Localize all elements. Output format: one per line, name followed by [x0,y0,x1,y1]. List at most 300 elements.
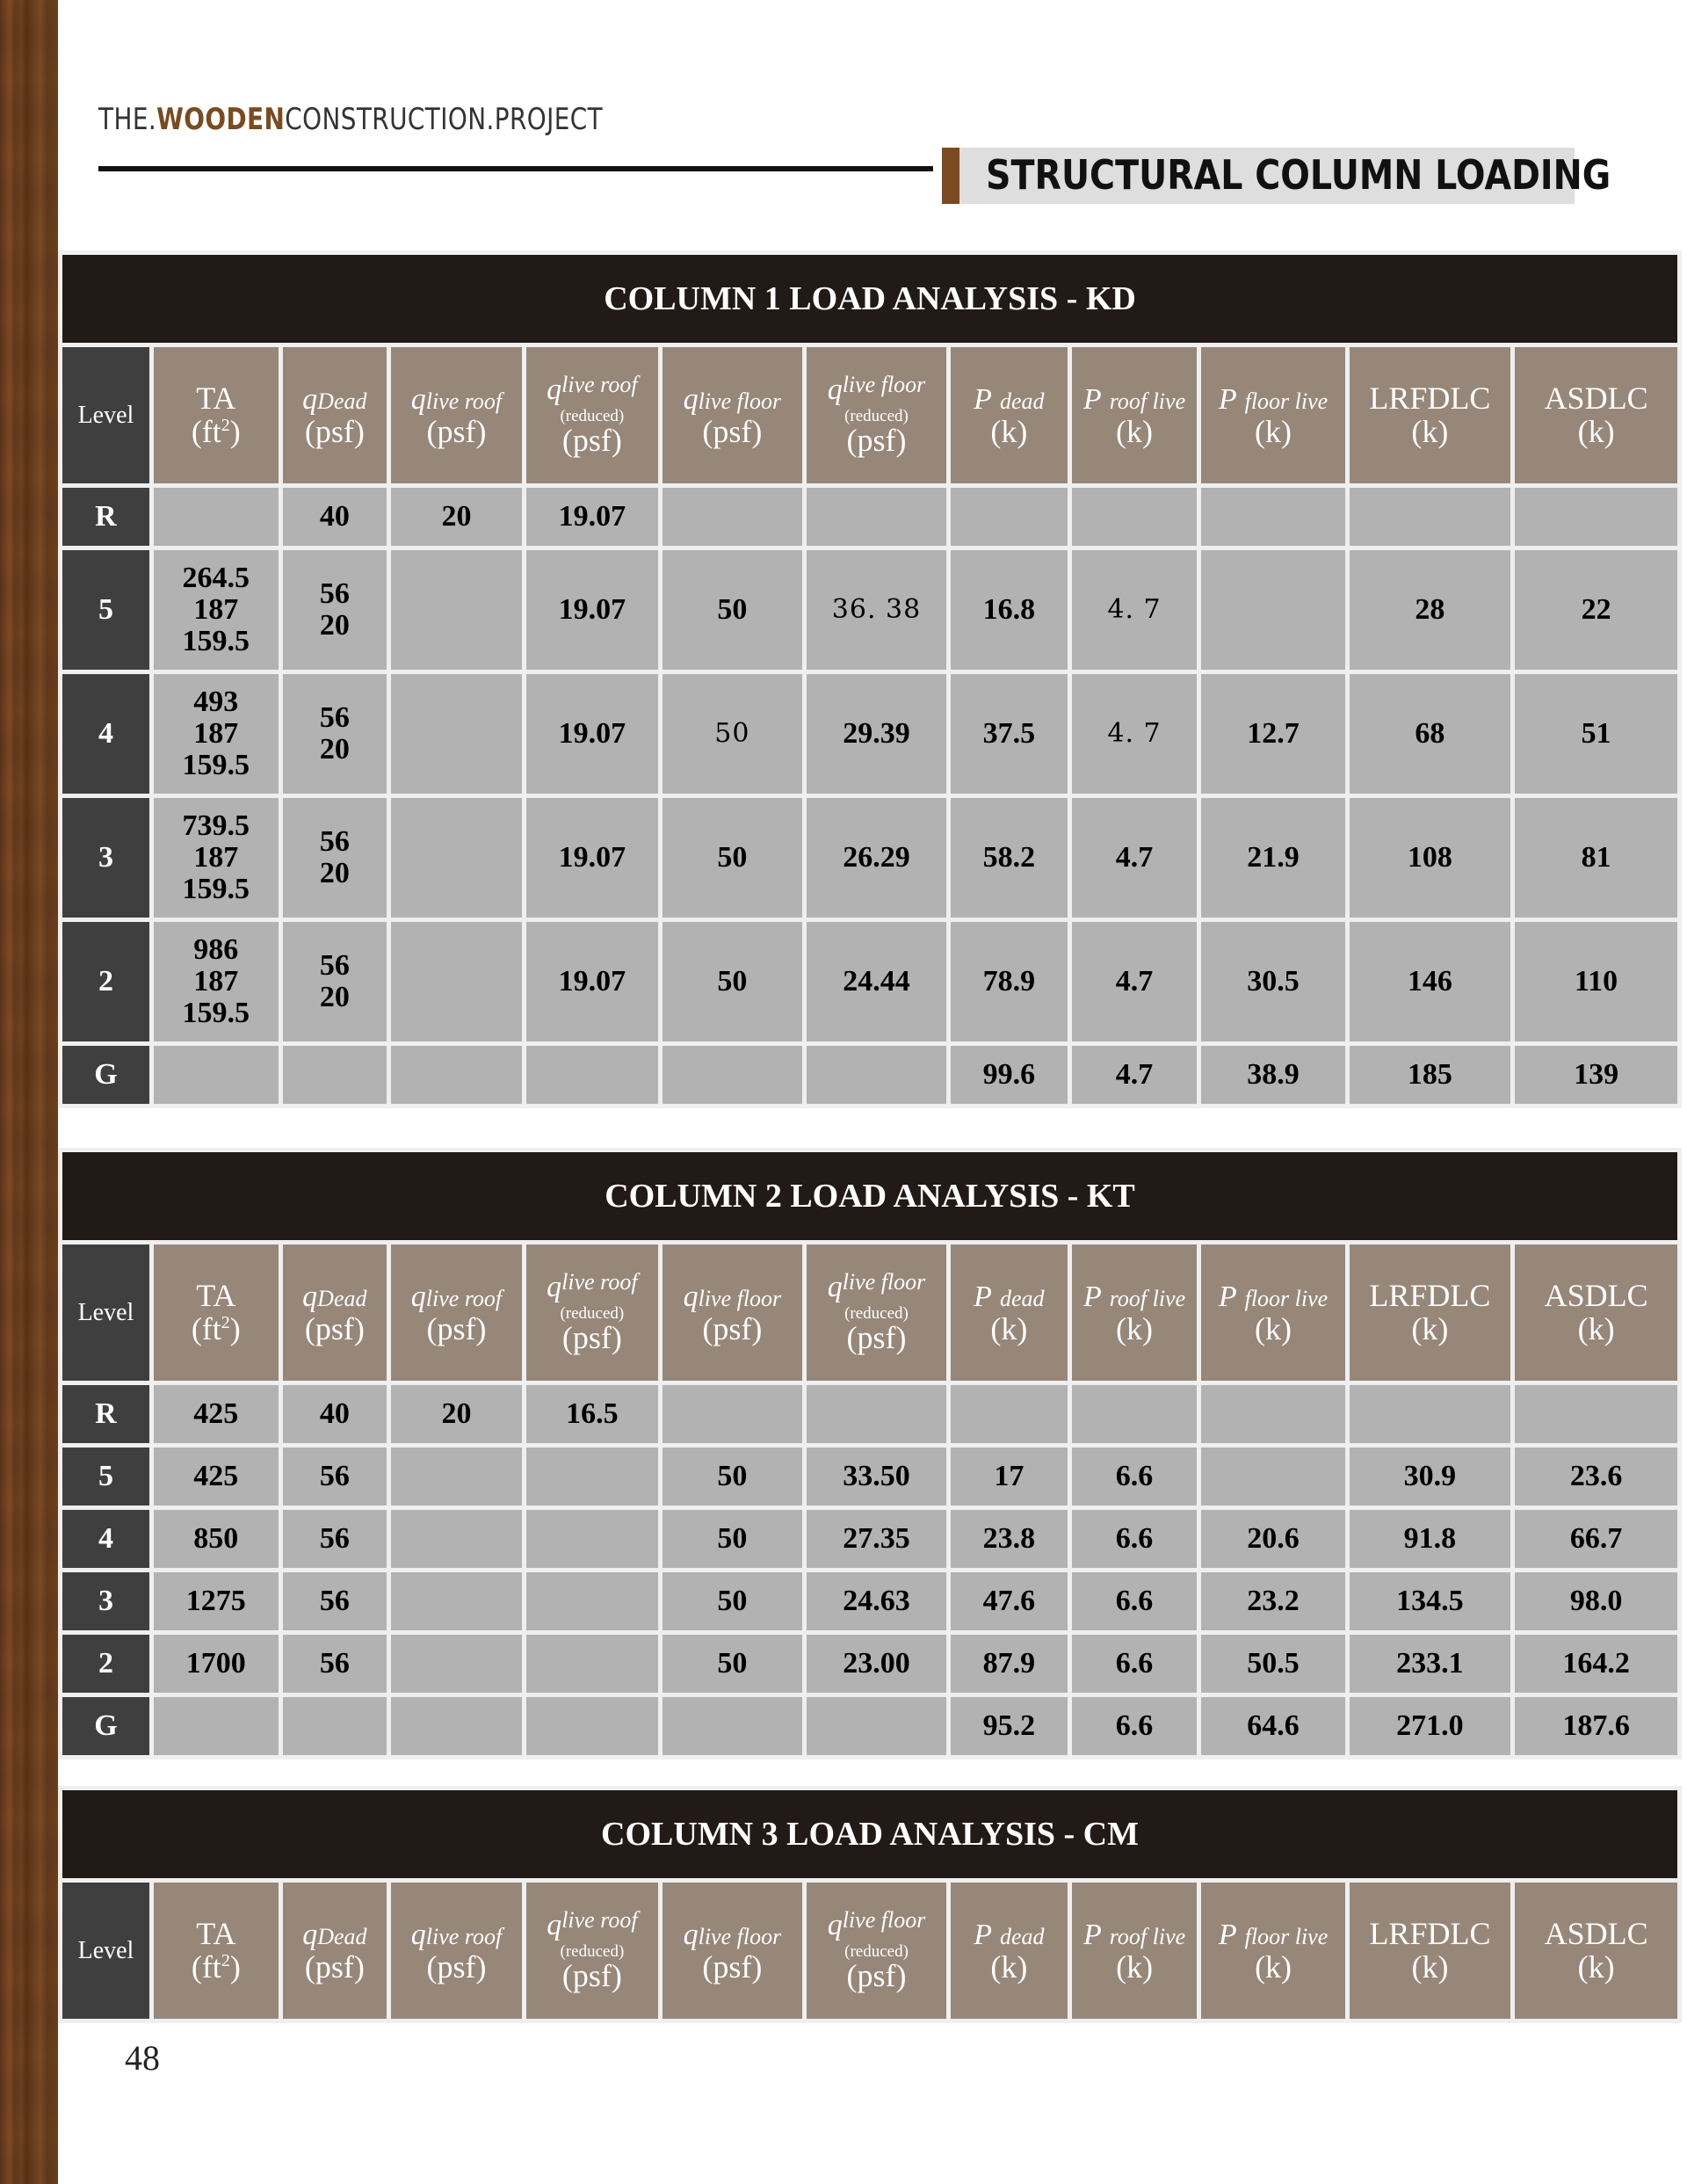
psf-unit: (psf) [561,423,622,458]
ta-unit-sup: 2 [221,1950,230,1970]
lrfdlc-cell: 185 [1350,1046,1511,1104]
psf-unit: (psf) [846,1320,907,1355]
column-2-table-wrap [58,1148,1682,1760]
q-dead-cell [283,1046,387,1104]
p-roof-live-cell: 6.6 [1072,1697,1198,1755]
k-unit: (k) [990,1310,1028,1346]
psf-unit: (psf) [561,1958,622,1993]
col-q-dead-header [283,347,387,483]
q-live-floor-subscript: live floor [842,372,926,398]
q-live-roof-subscript: live roof [561,1907,638,1934]
q-live-roof-reduced-cell: 19.07 [526,798,658,918]
q-live-floor-reduced-cell: 36. 38 [807,550,946,670]
psf-unit: (psf) [304,413,365,449]
col-q-live-floor-header [662,1244,802,1381]
q-live-floor-subscript: live floor [842,1269,926,1295]
q-live-roof-cell: 20 [391,488,522,546]
psf-unit: (psf) [702,413,763,449]
lrfdlc-cell: 30.9 [1350,1448,1511,1506]
q-dead-cell: 56 20 [283,550,387,670]
p-floor-live-subscript: floor live [1244,1285,1329,1311]
p-dead-cell: 87.9 [951,1635,1068,1693]
asdlc-cell: 22 [1515,550,1677,670]
q-live-roof-reduced-cell: 16.5 [526,1385,658,1443]
ta-cell: 1275 [154,1572,279,1630]
col-p-roof-live-header [1072,1244,1198,1381]
p-dead-cell: 23.8 [951,1510,1068,1568]
ta-unit [154,1948,279,1984]
p-symbol: P [1082,1918,1102,1951]
p-symbol: P [1218,382,1237,416]
table-row [62,550,1677,670]
level-cell: 4 [62,1510,149,1568]
q-live-roof-reduced-cell [526,1572,658,1630]
p-floor-live-cell [1201,1385,1344,1443]
ta-unit-close: ) [229,1948,241,1984]
col-q-live-roof-reduced-header [526,347,658,483]
ta-label: TA [196,380,236,416]
q-symbol: q [683,1280,699,1313]
k-unit: (k) [990,413,1028,449]
k-unit: (k) [1255,1310,1292,1346]
p-dead-cell: 37.5 [951,674,1068,794]
col-asdlc-header [1515,1883,1677,2019]
level-cell: 2 [62,1635,149,1693]
table-title-row [62,1152,1677,1240]
p-floor-live-cell [1201,1448,1344,1506]
p-roof-live-cell: 4.7 [1072,798,1198,918]
asdlc-cell: 23.6 [1515,1448,1677,1506]
p-symbol: P [1082,1280,1102,1313]
p-dead-cell [951,488,1068,546]
p-dead-cell [951,1385,1068,1443]
ta-unit-open: (ft [191,1310,221,1346]
ta-cell [154,488,279,546]
ta-cell: 425 [154,1385,279,1443]
psf-unit: (psf) [426,1310,487,1346]
p-dead-cell: 17 [951,1448,1068,1506]
col-ta-header [154,347,279,483]
asdlc-cell [1515,488,1677,546]
k-unit: (k) [1577,1310,1615,1346]
table-row [62,1046,1677,1104]
p-symbol: P [974,382,992,416]
ta-cell: 425 [154,1448,279,1506]
p-roof-live-subscript: roof live [1109,1923,1186,1949]
ta-cell [154,1046,279,1104]
asdlc-cell [1515,1385,1677,1443]
level-cell: G [62,1697,149,1755]
table-row [62,1448,1677,1506]
header-rule [98,166,933,171]
q-symbol: q [683,1918,699,1951]
q-live-roof-reduced-cell: 19.07 [526,550,658,670]
q-dead-cell: 56 [283,1510,387,1568]
table-row [62,488,1677,546]
q-dead-cell: 56 [283,1448,387,1506]
q-live-roof-cell [391,798,522,918]
q-live-floor-reduced-cell: 29.39 [807,674,946,794]
lrfdlc-label: LRFDLC [1369,1277,1491,1313]
p-roof-live-cell: 4.7 [1072,1046,1198,1104]
lrfdlc-cell: 271.0 [1350,1697,1511,1755]
p-symbol: P [1218,1280,1237,1313]
level-cell: 5 [62,550,149,670]
q-live-floor-cell: 50 [662,674,802,794]
p-roof-live-cell: 6.6 [1072,1572,1198,1630]
lrfdlc-cell [1350,1385,1511,1443]
q-live-floor-cell: 50 [662,1572,802,1630]
q-dead-cell [283,1697,387,1755]
p-dead-cell: 99.6 [951,1046,1068,1104]
load-table [58,1786,1682,2023]
reduced-note: (reduced) [844,407,909,425]
k-unit: (k) [1411,1948,1449,1984]
ta-unit-open: (ft [191,1948,221,1984]
q-dead-cell: 56 [283,1572,387,1630]
col-q-live-roof-header [391,347,522,483]
asdlc-cell: 66.7 [1515,1510,1677,1568]
lrfdlc-cell: 68 [1350,674,1511,794]
q-live-floor-cell [662,1697,802,1755]
q-live-roof-cell: 20 [391,1385,522,1443]
p-dead-subscript: dead [999,388,1045,414]
section-title: STRUCTURAL COLUMN LOADING [986,151,1611,199]
q-live-roof-reduced-cell [526,1697,658,1755]
p-floor-live-subscript: floor live [1244,388,1329,414]
k-unit: (k) [1411,1310,1449,1346]
k-unit: (k) [1577,413,1615,449]
level-cell: 3 [62,1572,149,1630]
brand-wordmark [98,102,603,137]
q-live-roof-cell [391,1510,522,1568]
level-cell: 3 [62,798,149,918]
col-p-floor-live-header [1201,1883,1344,2019]
ta-unit-close: ) [229,1310,241,1346]
col-ta-header [154,1883,279,2019]
q-live-floor-cell: 50 [662,550,802,670]
p-roof-live-cell [1072,1385,1198,1443]
q-live-roof-reduced-cell: 19.07 [526,922,658,1041]
p-dead-subscript: dead [999,1923,1045,1949]
lrfdlc-cell: 134.5 [1350,1572,1511,1630]
lrfdlc-label: LRFDLC [1369,1915,1491,1951]
lrfdlc-cell: 108 [1350,798,1511,918]
q-live-floor-reduced-cell: 24.44 [807,922,946,1041]
q-live-roof-subscript: live roof [561,372,638,398]
p-roof-live-cell: 4. 7 [1072,674,1198,794]
q-live-roof-cell [391,1448,522,1506]
level-label: Level [77,401,134,429]
asdlc-cell: 187.6 [1515,1697,1677,1755]
col-q-live-floor-header [662,1883,802,2019]
k-unit: (k) [1116,1948,1154,1984]
p-roof-live-cell: 6.6 [1072,1448,1198,1506]
q-live-floor-reduced-cell: 33.50 [807,1448,946,1506]
ta-cell: 850 [154,1510,279,1568]
q-live-roof-reduced-cell [526,1046,658,1104]
q-live-roof-reduced-cell [526,1510,658,1568]
col-p-floor-live-header [1201,347,1344,483]
lrfdlc-cell: 28 [1350,550,1511,670]
level-cell: 5 [62,1448,149,1506]
table-row [62,674,1677,794]
col-q-live-roof-reduced-header [526,1883,658,2019]
p-floor-live-cell: 23.2 [1201,1572,1344,1630]
q-live-floor-cell: 50 [662,1635,802,1693]
p-floor-live-cell: 21.9 [1201,798,1344,918]
col-p-floor-live-header [1201,1244,1344,1381]
lrfdlc-cell: 233.1 [1350,1635,1511,1693]
q-symbol: q [547,1909,562,1942]
q-symbol: q [302,382,318,416]
level-cell: 4 [62,674,149,794]
p-roof-live-cell: 4.7 [1072,922,1198,1041]
q-symbol: q [683,382,699,416]
reduced-note: (reduced) [844,1942,909,1961]
p-floor-live-cell: 50.5 [1201,1635,1344,1693]
table-title: COLUMN 2 LOAD ANALYSIS - KT [62,1152,1677,1240]
ta-label: TA [196,1277,236,1313]
col-q-live-roof-header [391,1244,522,1381]
ta-label: TA [196,1915,236,1951]
k-unit: (k) [990,1948,1028,1984]
q-live-floor-reduced-cell: 27.35 [807,1510,946,1568]
p-dead-cell: 58.2 [951,798,1068,918]
col-q-live-floor-reduced-header [807,1244,946,1381]
section-title-box [942,148,1611,204]
k-unit: (k) [1255,413,1292,449]
psf-unit: (psf) [304,1948,365,1984]
col-lrfdlc-header [1350,1883,1511,2019]
p-floor-live-cell: 64.6 [1201,1697,1344,1755]
col-lrfdlc-header [1350,347,1511,483]
q-live-roof-cell [391,550,522,670]
q-symbol: q [302,1918,318,1951]
col-q-live-roof-header [391,1883,522,2019]
q-dead-cell: 56 20 [283,798,387,918]
table-row [62,1510,1677,1568]
q-live-floor-cell: 50 [662,798,802,918]
q-live-floor-cell [662,1385,802,1443]
lrfdlc-cell [1350,488,1511,546]
k-unit: (k) [1255,1948,1292,1984]
q-live-roof-cell [391,1635,522,1693]
q-live-floor-cell [662,1046,802,1104]
p-floor-live-cell: 38.9 [1201,1046,1344,1104]
lrfdlc-cell: 146 [1350,922,1511,1041]
ta-unit-close: ) [229,413,241,449]
reduced-note: (reduced) [560,1942,625,1961]
ta-cell: 739.5 187 159.5 [154,798,279,918]
q-live-floor-reduced-cell [807,1385,946,1443]
table-title: COLUMN 3 LOAD ANALYSIS - CM [62,1790,1677,1878]
asdlc-cell: 110 [1515,922,1677,1041]
ta-cell [154,1697,279,1755]
brand-prefix: THE. [98,102,157,137]
p-symbol: P [1082,382,1102,416]
asdlc-cell: 98.0 [1515,1572,1677,1630]
p-dead-cell: 16.8 [951,550,1068,670]
column-3-table-wrap [58,1786,1682,2023]
col-q-live-roof-reduced-header [526,1244,658,1381]
q-symbol: q [302,1280,318,1313]
q-live-floor-reduced-cell: 26.29 [807,798,946,918]
q-live-roof-subscript: live roof [425,1923,503,1949]
k-unit: (k) [1116,413,1153,449]
q-live-floor-subscript: live floor [842,1907,926,1934]
p-symbol: P [1218,1918,1237,1951]
p-roof-live-subscript: roof live [1109,1285,1186,1311]
ta-cell: 264.5 187 159.5 [154,550,279,670]
header-row [62,1244,1677,1381]
q-live-roof-cell [391,674,522,794]
p-symbol: P [974,1918,992,1951]
p-floor-live-cell [1201,488,1344,546]
psf-unit: (psf) [702,1948,763,1984]
k-unit: (k) [1116,1310,1154,1346]
brand-suffix: CONSTRUCTION.PROJECT [285,102,604,137]
col-q-live-floor-reduced-header [807,347,946,483]
p-dead-subscript: dead [999,1285,1045,1311]
q-live-roof-subscript: live roof [561,1269,638,1295]
col-asdlc-header [1515,1244,1677,1381]
col-q-dead-header [283,1883,387,2019]
p-floor-live-cell: 20.6 [1201,1510,1344,1568]
psf-unit: (psf) [702,1310,763,1346]
col-p-roof-live-header [1072,1883,1198,2019]
psf-unit: (psf) [846,1958,907,1993]
p-roof-live-cell: 6.6 [1072,1635,1198,1693]
ta-cell: 493 187 159.5 [154,674,279,794]
page-number: 48 [125,2038,160,2078]
p-roof-live-cell: 4. 7 [1072,550,1198,670]
q-symbol: q [547,1271,562,1304]
q-symbol: q [410,382,426,416]
load-table [58,250,1682,1108]
col-level-header [62,1883,149,2019]
ta-unit-sup: 2 [221,415,230,435]
q-live-floor-cell: 50 [662,1510,802,1568]
q-live-floor-reduced-cell: 24.63 [807,1572,946,1630]
q-live-floor-reduced-cell [807,1046,946,1104]
ta-unit [154,413,279,449]
q-dead-subscript: Dead [317,388,367,414]
q-live-floor-reduced-cell [807,488,946,546]
q-live-floor-subscript: live floor [698,1923,782,1949]
col-ta-header [154,1244,279,1381]
level-cell: R [62,488,149,546]
asdlc-label: ASDLC [1544,1277,1648,1313]
col-level-header [62,347,149,483]
table-title: COLUMN 1 LOAD ANALYSIS - KD [62,255,1677,343]
table-title-row [62,255,1677,343]
reduced-note: (reduced) [844,1304,909,1323]
col-asdlc-header [1515,347,1677,483]
p-dead-cell: 78.9 [951,922,1068,1041]
table-row [62,1572,1677,1630]
table-row [62,1385,1677,1443]
q-live-floor-cell: 50 [662,922,802,1041]
k-unit: (k) [1577,1948,1615,1984]
q-symbol: q [547,374,562,407]
q-dead-cell: 56 20 [283,674,387,794]
p-floor-live-cell [1201,550,1344,670]
psf-unit: (psf) [304,1310,365,1346]
ta-unit [154,1310,279,1346]
table-title-row [62,1790,1677,1878]
ta-cell: 1700 [154,1635,279,1693]
q-live-floor-subscript: live floor [698,388,782,414]
q-symbol: q [827,1909,843,1942]
q-dead-cell: 40 [283,1385,387,1443]
col-p-roof-live-header [1072,347,1198,483]
p-floor-live-cell: 12.7 [1201,674,1344,794]
asdlc-cell: 81 [1515,798,1677,918]
q-live-roof-reduced-cell [526,1448,658,1506]
q-dead-subscript: Dead [317,1923,367,1949]
reduced-note: (reduced) [560,407,625,425]
p-roof-live-subscript: roof live [1109,388,1186,414]
ta-unit-sup: 2 [221,1312,230,1332]
col-q-live-floor-reduced-header [807,1883,946,2019]
lrfdlc-cell: 91.8 [1350,1510,1511,1568]
p-dead-cell: 47.6 [951,1572,1068,1630]
brand-accent: WOODEN [156,102,286,137]
col-p-dead-header [951,1244,1068,1381]
level-label: Level [77,1936,134,1964]
table-row [62,798,1677,918]
col-p-dead-header [951,347,1068,483]
level-cell: R [62,1385,149,1443]
reduced-note: (reduced) [560,1304,625,1323]
q-symbol: q [827,1271,843,1304]
q-live-floor-reduced-cell [807,1697,946,1755]
q-dead-cell: 56 [283,1635,387,1693]
q-dead-subscript: Dead [317,1285,367,1311]
q-dead-cell: 56 20 [283,922,387,1041]
ta-cell: 986 187 159.5 [154,922,279,1041]
asdlc-cell: 164.2 [1515,1635,1677,1693]
table-row [62,1697,1677,1755]
psf-unit: (psf) [846,423,907,458]
wood-border [0,0,58,2184]
asdlc-cell: 139 [1515,1046,1677,1104]
ta-unit-open: (ft [191,413,221,449]
q-symbol: q [410,1918,426,1951]
column-1-table-wrap [58,250,1682,1108]
q-dead-cell: 40 [283,488,387,546]
q-live-roof-cell [391,922,522,1041]
p-floor-live-subscript: floor live [1244,1923,1329,1949]
header-row [62,347,1677,483]
p-dead-cell: 95.2 [951,1697,1068,1755]
col-q-live-floor-header [662,347,802,483]
asdlc-label: ASDLC [1544,380,1648,416]
k-unit: (k) [1411,413,1449,449]
q-live-roof-reduced-cell: 19.07 [526,674,658,794]
q-symbol: q [827,374,843,407]
table-row [62,922,1677,1041]
q-live-roof-reduced-cell: 19.07 [526,488,658,546]
q-live-floor-reduced-cell: 23.00 [807,1635,946,1693]
p-floor-live-cell: 30.5 [1201,922,1344,1041]
q-symbol: q [410,1280,426,1313]
col-q-dead-header [283,1244,387,1381]
asdlc-label: ASDLC [1544,1915,1648,1951]
q-live-roof-subscript: live roof [425,388,503,414]
p-symbol: P [974,1280,992,1313]
